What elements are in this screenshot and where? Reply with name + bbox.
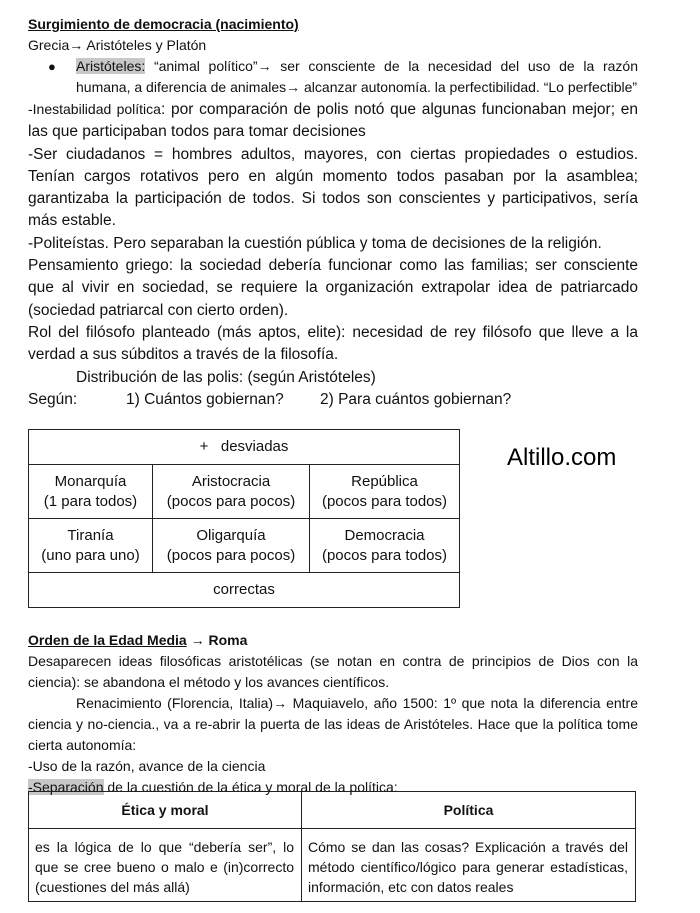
form-desc: (1 para todos)	[43, 492, 138, 510]
section-edad-media	[28, 630, 638, 798]
bullet-paragraph	[76, 56, 638, 98]
segun-line	[28, 389, 638, 411]
paragraph-ciudadanos: -Ser ciudadanos = hombres adultos, mayores, con ciertas propiedades o estudios. Tenían cargos rotativos pero en algún momento todos pasaban por la asamblea; garantizaba la participación de todos. Si todos son conscientes y participativos, sería más estable.	[28, 145, 638, 230]
cell-politica: Cómo se dan las cosas? Explicación a través del método científico/lógico para generar estadísticas, información, etc con datos reales	[302, 829, 636, 902]
section-title-democracia: Surgimiento de democracia (nacimiento)	[28, 16, 299, 32]
separacion-term: -Separación	[28, 779, 104, 795]
form-desc: (pocos para todos)	[321, 492, 448, 510]
question-2: 2) Para cuántos gobiernan?	[320, 390, 512, 408]
table-cell	[153, 465, 310, 519]
cell-etica-moral: es la lógica de lo que “debería ser”, lo que se cree bueno o malo e (in)correcto (cuestiones del más allá)	[29, 829, 302, 902]
table-row	[29, 519, 460, 573]
form-name: Monarquía	[54, 472, 127, 490]
paragraph-desaparecen: Desaparecen ideas filosóficas aristotélicas (se notan en contra de principios de Dios con la ciencia): se abandona el método y los avances científicos.	[28, 653, 638, 690]
paragraph-uso-razon: -Uso de la razón, avance de la ciencia	[28, 758, 266, 774]
paragraph-renacimiento: Renacimiento (Florencia, Italia)→ Maquiavelo, año 1500: 1º que nota la diferencia entre ciencia y no-ciencia., va a re-abrir la puerta de las ideas de Aristóteles. Hace que la política tome cierta autonomía:	[28, 695, 638, 753]
form-name: Oligarquía	[196, 526, 266, 544]
inestabilidad-text: : por comparación de polis notó que algunas funcionaban mejor; en las que participaban todos para tomar decisiones	[28, 101, 638, 141]
form-name: Democracia	[344, 526, 425, 544]
table-cell	[153, 519, 310, 573]
table-cell	[29, 519, 153, 573]
form-name: Aristocracia	[191, 472, 271, 490]
bullet-text: “animal político”→ ser consciente de la necesidad del uso de la razón humana, a diferencia de animales→ alcanzar autonomía. la perfectibilidad. “Lo perfectible”	[76, 58, 638, 95]
edad-media-title-suffix: → Roma	[186, 632, 248, 648]
form-desc: (pocos para pocos)	[166, 546, 296, 564]
table-row	[29, 465, 460, 519]
inestabilidad-prefix: -Inestabilidad política	[28, 101, 161, 117]
distribution-line: Distribución de las polis: (según Aristóteles)	[76, 368, 376, 386]
bullet-aristoteles	[28, 56, 638, 98]
paragraph-politeistas: -Politeístas. Pero separaban la cuestión pública y toma de decisiones de la religión.	[28, 234, 602, 252]
ethics-politics-table	[28, 791, 636, 902]
intro-line: Grecia→ Aristóteles y Platón	[28, 37, 207, 53]
document-page	[28, 14, 638, 895]
bullet-dot-icon: ●	[48, 59, 56, 74]
paragraph-rol-filosofo: Rol del filósofo planteado (más aptos, elite): necesidad de rey filósofo que lleve a la verdad a sus súbditos a través de la filosofía.	[28, 323, 638, 364]
table-cell	[29, 465, 153, 519]
header-politica: Política	[302, 792, 636, 829]
question-1: 1) Cuántos gobiernan?	[126, 390, 284, 408]
highlighted-term: Aristóteles:	[76, 58, 146, 74]
separacion-text: de la cuestión de la ética y moral de la política:	[103, 779, 398, 795]
government-forms-table	[28, 429, 460, 608]
form-desc: (pocos para pocos)	[166, 492, 296, 510]
form-desc: (pocos para todos)	[321, 546, 448, 564]
form-name: Tiranía	[67, 526, 114, 544]
form-name: República	[351, 472, 418, 490]
watermark-text: Altillo.com	[507, 444, 617, 471]
paragraph-inestabilidad	[28, 98, 638, 144]
table-cell	[310, 465, 460, 519]
table-cell	[310, 519, 460, 573]
table-bottom-correctas: correctas	[29, 573, 460, 608]
paragraph-pensamiento-griego: Pensamiento griego: la sociedad debería funcionar como las familias; ser consciente que al vivir en sociedad, se requiere la organización extrapolar idea de patriarcado (sociedad patriarcal con cierto orden).	[28, 257, 638, 319]
segun-label: Según:	[28, 390, 78, 408]
table-top-desviadas: + desviadas	[29, 430, 460, 465]
header-etica-moral: Ética y moral	[29, 792, 302, 829]
form-desc: (uno para uno)	[41, 546, 140, 564]
section-title-edad-media	[28, 630, 638, 651]
edad-media-title: Orden de la Edad Media	[28, 632, 187, 648]
